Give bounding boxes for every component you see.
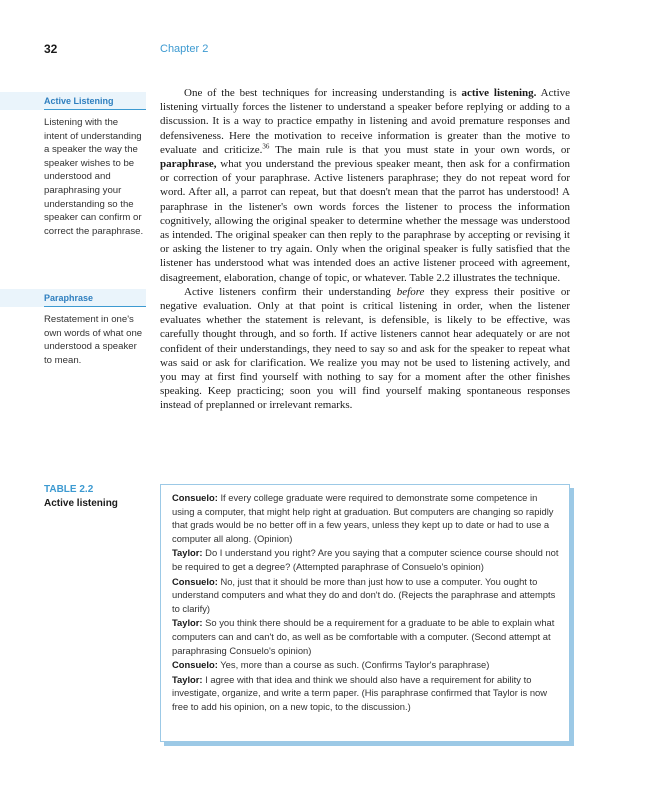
glossary-entry-active-listening <box>0 92 146 238</box>
speaker: Consuelo: <box>172 575 218 587</box>
table-title: Active listening <box>44 498 118 509</box>
text-run: Active listeners confirm their understanding <box>184 285 397 298</box>
text-run: what you understand the previous speaker meant, then ask for a confirmation or correction of your paraphrase. Active listeners paraphrase; they do not repeat word for word. After all, a parrot can repeat, but that doesn't mean that the parrot has understood! A paraphrase in the listener's own words forces the listener to process the information cognitively, allowing the original speaker to determine whether the message was understood as intended. The original speaker can then reply to the paraphrase by accepting or revising it or asking the listener to try again. Only when the original speaker is fully satisfied that the listener has understood what was intended does an active listener proceed with agreement, disagreement, elaboration, change of topic, or whatever. Table 2.2 illustrates the technique. <box>160 158 570 284</box>
dialog-line <box>172 673 559 714</box>
key-term: paraphrase, <box>160 158 217 171</box>
speaker: Taylor: <box>172 673 203 685</box>
dialog-line <box>172 546 559 573</box>
glossary-term: Paraphrase <box>44 289 146 307</box>
dialog-line <box>172 616 559 657</box>
dialog-text: So you think there should be a requirement for a graduate to be able to explain what computers can and can't do, as well as be comfortable with a computer. (Second attempt at paraphrasing Consuelo's opinion) <box>172 617 555 656</box>
text-run: The main rule is that you must state in your own words, or <box>269 143 570 156</box>
speaker: Consuelo: <box>172 492 218 503</box>
dialog-text: I agree with that idea and think we should also have a requirement for ability to investigate, organize, and write a term paper. (His paraphrase confirmed that Taylor is now free to add his opinion, on a new topic, to the discussion.) <box>172 673 548 712</box>
glossary-entry-paraphrase <box>0 289 146 367</box>
paragraph <box>160 86 570 285</box>
table-number: TABLE 2.2 <box>44 484 94 495</box>
body-text <box>160 86 570 413</box>
glossary-definition: Listening with the intent of understanding a speaker the way the speaker wishes to be understood and paraphrasing your understanding so the speaker can confirm or correct the paraphrase. <box>0 110 146 238</box>
speaker: Taylor: <box>172 617 203 629</box>
key-term: active listening. <box>461 87 537 99</box>
dialog-text: Yes, more than a course as such. (Confirms Taylor's paraphrase) <box>217 659 490 671</box>
glossary-term: Active Listening <box>44 92 146 110</box>
dialog-line <box>172 491 559 545</box>
dialog-box <box>160 484 570 742</box>
text-run: One of the best techniques for increasing understanding is <box>184 87 462 99</box>
text-run: they express their positive or negative evaluation. Only at that point is critical listening in order, when the listener evaluates whether the statement is relevant, is defensible, is likely to be effective, was carefully thought through, and so forth. If active listeners cannot hear adequately or are not confident of their understandings, they need to say so and ask for the speaker to repeat what was said or ask for clarification. We realize you may not be used to listening actively, and you may at first find yourself with nothing to say for a moment after the other finishes speaking. Keep practicing; soon you will find yourself making spontaneous responses instead of preplanned or irrelevant remarks. <box>160 285 570 412</box>
table-label <box>44 484 118 509</box>
speaker: Taylor: <box>172 547 203 559</box>
paragraph <box>160 285 570 413</box>
emphasis: before <box>396 285 425 298</box>
dialog-text: If every college graduate were required to demonstrate some competence in using a computer, that might help right at graduation. But computers are changing so rapidly that grads would be no better off in a few years, unless they kept up to date or had to use a computer all along. (Opinion) <box>172 492 554 544</box>
chapter-label: Chapter 2 <box>160 43 209 55</box>
page-number: 32 <box>44 42 58 56</box>
dialog-line <box>172 658 559 672</box>
dialog-line <box>172 575 559 616</box>
glossary-definition: Restatement in one's own words of what one understood a speaker to mean. <box>0 307 146 367</box>
footnote-ref: 36 <box>262 142 270 151</box>
speaker: Consuelo: <box>172 659 218 671</box>
dialog-text: Do I understand you right? Are you saying that a computer science course should not be required to get a degree? (Attempted paraphrase of Consuelo's opinion) <box>172 547 559 572</box>
text-run: Active listening virtually forces the listener to understand a speaker before replying or adding to a discussion. It is a way to practice empathy in listening and avoid premature responses and defensiveness. Here the motivation to receive information is greater than the motive to evaluate and criticize. <box>160 87 571 156</box>
dialog-text: No, just that it should be more than just how to use a computer. You ought to understand computers and what they do and don't do. (Rejects the paraphrase and attempts to clarify) <box>172 575 556 614</box>
